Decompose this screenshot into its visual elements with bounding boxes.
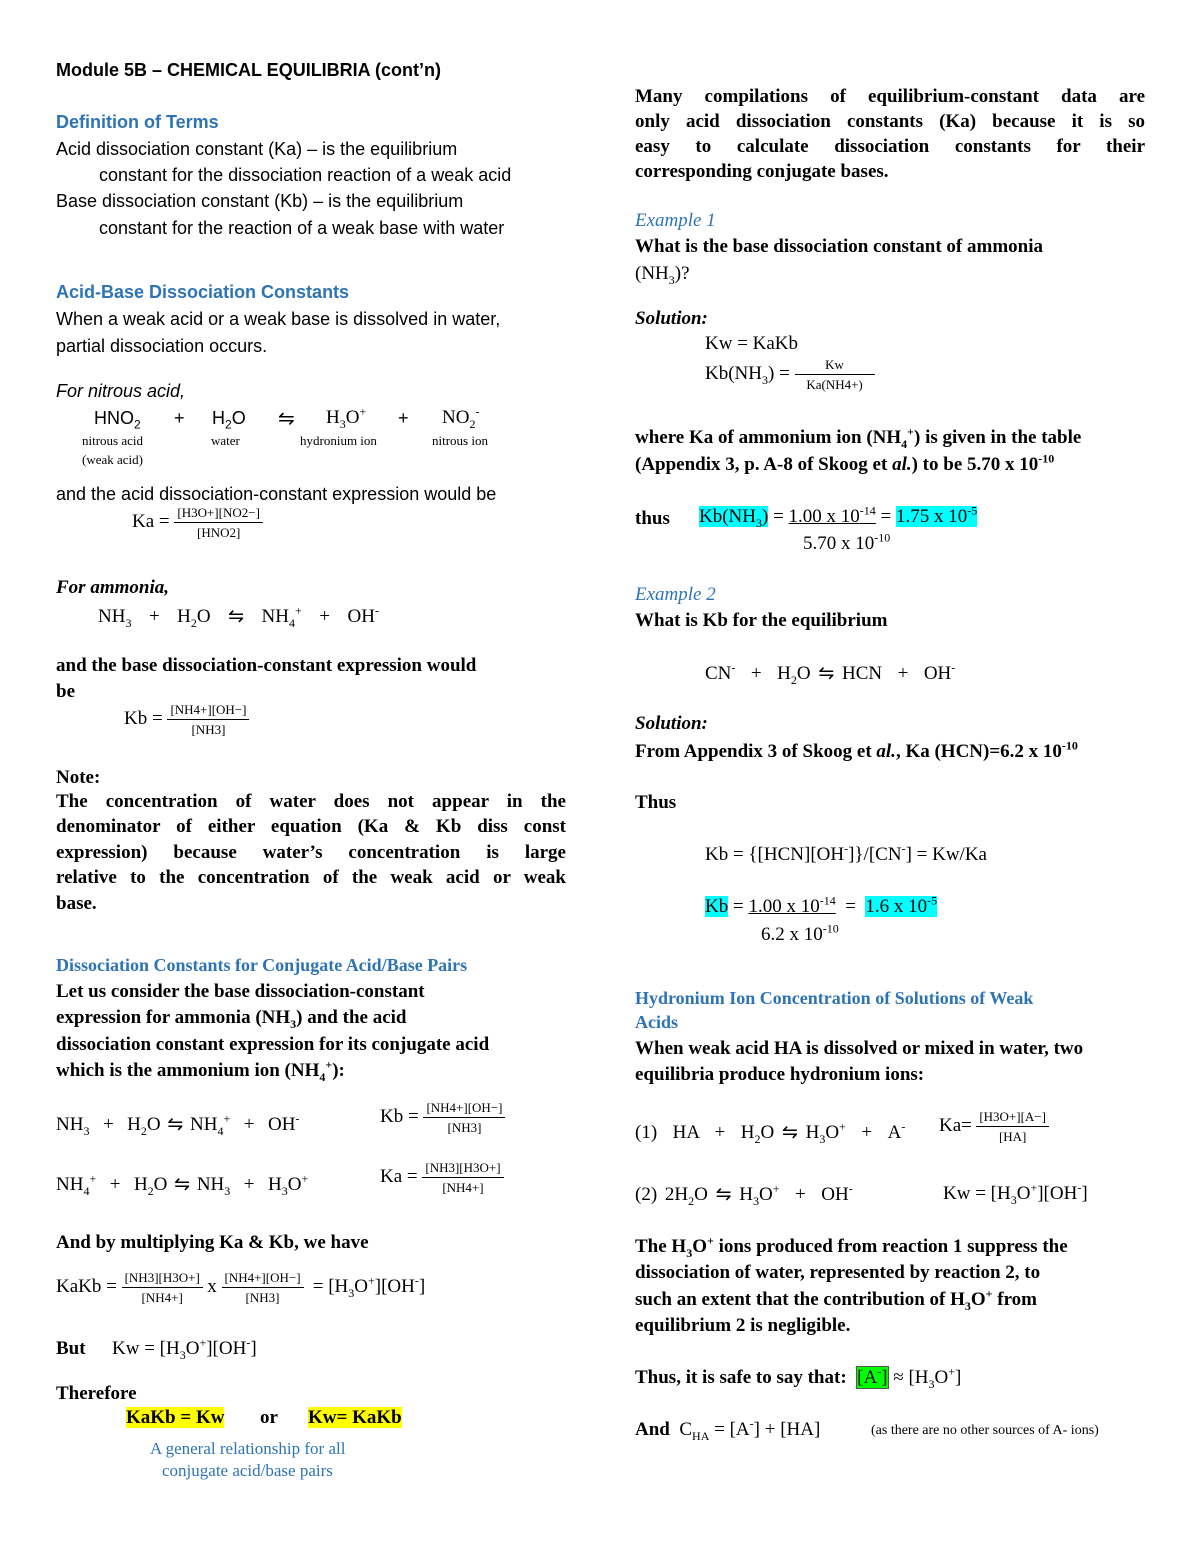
- multiply-intro: And by multiplying Ka & Kb, we have: [56, 1232, 369, 1253]
- label-weak-acid: (weak acid): [82, 452, 143, 467]
- note-line4: relative to the concentration of the weak acid or weak: [56, 867, 566, 888]
- conj-para-line1: Let us consider the base dissociation-constant: [56, 981, 425, 1002]
- suppress-line1: The $H_3O^+$ ions produced from reaction 1 suppress the: [635, 1233, 1068, 1260]
- kakb-fraction2: $\frac{[NH4+][OH-]}{[NH3]}$: [222, 1270, 304, 1306]
- but-label: But: [56, 1338, 86, 1359]
- label-nitrous-acid: nitrous acid: [82, 433, 144, 448]
- kakb-kw-highlight: KaKb = Kw: [126, 1407, 225, 1428]
- conj-para-line4: which is the ammonium ion $(NH_4^+)$:: [56, 1057, 345, 1084]
- safe-statement: Thus, it is safe to say that: $[A^-] \approx [H_3O^+]$: [635, 1364, 962, 1391]
- intro-line1: Many compilations of equilibrium-constant data are: [635, 86, 1145, 107]
- note-line1: The concentration of water does not appear in the: [56, 791, 566, 812]
- kw-expression: $Kw = [H_3O^+][OH^-]$: [112, 1335, 257, 1362]
- intro-line3: easy to calculate dissociation constants for their: [635, 136, 1145, 157]
- thus-label-2: Thus: [635, 792, 677, 813]
- acid-base-para-line2: partial dissociation occurs.: [56, 336, 268, 356]
- reaction1-ka-fraction: $\frac{[H3O+][A-]}{[HA]}$: [976, 1109, 1049, 1145]
- eq-h2o: $H_2O$: [212, 408, 246, 432]
- or-word: or: [260, 1407, 278, 1428]
- kb-hcn-result: Kb = 1.00 x $10^{-14} = 1.6$ x $10^{-5}$: [705, 893, 938, 917]
- general-relationship-line2: conjugate acid/base pairs: [162, 1461, 333, 1480]
- eq-hno2: $HNO_2$: [94, 408, 141, 432]
- plus-sign: +: [398, 408, 409, 428]
- suppress-line2: dissociation of water, represented by reaction 2, to: [635, 1262, 1041, 1283]
- thus-label: thus: [635, 508, 670, 529]
- kb-fraction: $\frac{[NH4+][OH-]}{[NH3]}$: [167, 702, 249, 738]
- reaction2-kw-expression: $Kw = [H_3O^+][OH^-]$: [943, 1180, 1088, 1207]
- def-ka-line1: Acid dissociation constant (Ka) – is the equilibrium: [56, 139, 458, 159]
- ammonia-equation: $NH_3 + H_2O$ ⇋ $NH_4^+ + OH^-$: [98, 603, 379, 630]
- kb-expression-intro-line2: be: [56, 681, 75, 702]
- conj-para-line2: expression for ammonia $(NH_3)$ and the acid: [56, 1007, 407, 1031]
- hydronium-para-line2: equilibria produce hydronium ions:: [635, 1064, 925, 1085]
- reaction1-equation: (1) HA + $H_2O$ ⇋ $H_3O^+ + A^-$: [635, 1119, 906, 1146]
- intro-line4: corresponding conjugate bases.: [635, 161, 889, 182]
- kb-conj-expression: Kb = $\frac{[NH4+][OH-]}{[NH3]}$: [380, 1100, 505, 1136]
- ka-conj-expression: Ka = $\frac{[NH3][H3O+]}{[NH4+]}$: [380, 1160, 504, 1196]
- solution-label-2: Solution:: [635, 713, 708, 734]
- ka-ammonium-line1: where Ka of ammonium ion $(NH_4^+)$ is given in the table: [635, 424, 1082, 451]
- note-label: Note:: [56, 767, 101, 788]
- kb-nh3-denominator: 5.70 x $10^{-10}$: [803, 530, 891, 554]
- ammonia-intro: For ammonia,: [56, 577, 169, 598]
- note-line2: denominator of either equation (Ka & Kb diss const: [56, 816, 566, 837]
- kb-nh3-expression: $Kb(NH_3)$ = $\frac{Kw}{Ka(NH4+)}$: [705, 357, 875, 393]
- hydronium-heading-line1: Hydronium Ion Concentration of Solutions of Weak: [635, 988, 1034, 1008]
- label-hydronium-ion: hydronium ion: [300, 433, 377, 448]
- example1-heading: Example 1: [635, 210, 716, 231]
- kb-nh3-result: $Kb(NH_3) = 1.00$ x $10^{-14} = 1.75$ x $10^{-5}$: [699, 503, 978, 530]
- example1-question-line1: What is the base dissociation constant of ammonia: [635, 236, 1043, 257]
- conjugate-heading: Dissociation Constants for Conjugate Acid/Base Pairs: [56, 955, 468, 975]
- example2-heading: Example 2: [635, 584, 716, 605]
- nitrous-intro: For nitrous acid,: [56, 381, 186, 401]
- nitrous-equation: [94, 408, 141, 432]
- def-kb-line2: constant for the reaction of a weak base with water: [99, 218, 505, 238]
- acid-base-para-line1: When a weak acid or a weak base is dissolved in water,: [56, 309, 501, 329]
- kakb-fraction1: $\frac{[NH3][H3O+]}{[NH4+]}$: [122, 1270, 203, 1306]
- kb-expression-intro-line1: and the base dissociation-constant expression would: [56, 655, 477, 676]
- ka-expression-intro: and the acid dissociation-constant expression would be: [56, 484, 497, 504]
- kakb-product-expression: KaKb = $\frac{[NH3][H3O+]}{[NH4+]}$ x $\frac{[NH4+][OH-]}{[NH3]}$ = $[H_3O^+][OH^-]$: [56, 1270, 426, 1305]
- ka-expression: Ka = $\frac{[H3O+][NO2-]}{\text{[HNO2]}}$: [132, 505, 263, 541]
- solution-label: Solution:: [635, 308, 708, 329]
- kb-expression: Kb = $\frac{[NH4+][OH-]}{[NH3]}$: [124, 702, 249, 738]
- kw-kakb-relation: Kw = KaKb: [705, 333, 799, 354]
- plus-sign: +: [174, 408, 185, 428]
- ka-conj-fraction: $\frac{[NH3][H3O+]}{[NH4+]}$: [422, 1160, 503, 1196]
- hydronium-heading-line2: Acids: [635, 1012, 679, 1032]
- eq-no2: $NO_2^-$: [442, 404, 480, 431]
- kb-ammonia-equation: $NH_3 + H_2O$ ⇋ $NH_4^+ + OH^-$: [56, 1111, 300, 1138]
- acid-base-heading: Acid-Base Dissociation Constants: [56, 282, 350, 302]
- general-relationship-line1: A general relationship for all: [150, 1439, 346, 1458]
- equilibrium-arrow: ⇋: [278, 408, 295, 430]
- kb-nh3-fraction: $\frac{Kw}{Ka(NH4+)}$: [795, 357, 875, 393]
- reaction2-equation: (2) $2H_2O$ ⇋ $H_3O^+ + OH^-$: [635, 1181, 853, 1208]
- kw-kakb-highlight: Kw= KaKb: [308, 1407, 402, 1428]
- module-title: Module 5B – CHEMICAL EQUILIBRIA (cont’n): [56, 60, 441, 80]
- example2-question: What is Kb for the equilibrium: [635, 610, 888, 631]
- note-line5: base.: [56, 893, 97, 914]
- intro-line2: only acid dissociation constants (Ka) because it is so: [635, 111, 1145, 132]
- cyanide-equation: $CN^- + H_2O$ ⇋ HCN + OH-: [705, 660, 956, 687]
- kb-hcn-denominator: 6.2 x $10^{-10}$: [761, 921, 839, 945]
- ka-fraction: $\frac{[H3O+][NO2-]}{\text{[HNO2]}}$: [174, 505, 263, 541]
- label-nitrous-ion: nitrous ion: [432, 433, 488, 448]
- example2-solution-line: From Appendix 3 of Skoog et al., Ka (HCN)=6.2 x $10^{-10}$: [635, 738, 1078, 762]
- definition-heading: Definition of Terms: [56, 112, 219, 132]
- def-kb-line1: Base dissociation constant (Kb) – is the equilibrium: [56, 191, 464, 211]
- eq-h3o: $H_3O^+$: [326, 404, 367, 431]
- reaction1-ka-expression: Ka= $\frac{[H3O+][A-]}{[HA]}$: [939, 1109, 1049, 1145]
- suppress-line3: such an extent that the contribution of $H_3O^+$ from: [635, 1286, 1037, 1313]
- mass-balance-line: And $C_{HA} = [A^-] + [HA]$: [635, 1416, 821, 1443]
- conj-para-line3: dissociation constant expression for its conjugate acid: [56, 1034, 490, 1055]
- kb-conj-fraction: $\frac{[NH4+][OH-]}{[NH3]}$: [423, 1100, 505, 1136]
- note-line3: expression) because water’s concentration is large: [56, 842, 566, 863]
- ka-ammonium-line2: (Appendix 3, p. A-8 of Skoog et al.) to be 5.70 x $10^{-10}$: [635, 451, 1055, 475]
- hydronium-para-line1: When weak acid HA is dissolved or mixed in water, two: [635, 1038, 1084, 1059]
- def-ka-line2: constant for the dissociation reaction of a weak acid: [99, 165, 512, 185]
- kb-hcn-expression: Kb = {[HCN][OH-]}/[CN-] = Kw/Ka: [705, 841, 987, 865]
- mass-balance-note: (as there are no other sources of A- ions): [871, 1423, 1099, 1438]
- label-water: water: [211, 433, 240, 448]
- suppress-line4: equilibrium 2 is negligible.: [635, 1315, 851, 1336]
- therefore-label: Therefore: [56, 1383, 137, 1404]
- ka-ammonium-equation: $NH_4^+ + H_2O$ ⇋ $NH_3 + H_3O^+$: [56, 1171, 309, 1198]
- example1-question-line2: $(NH_3)$?: [635, 263, 690, 287]
